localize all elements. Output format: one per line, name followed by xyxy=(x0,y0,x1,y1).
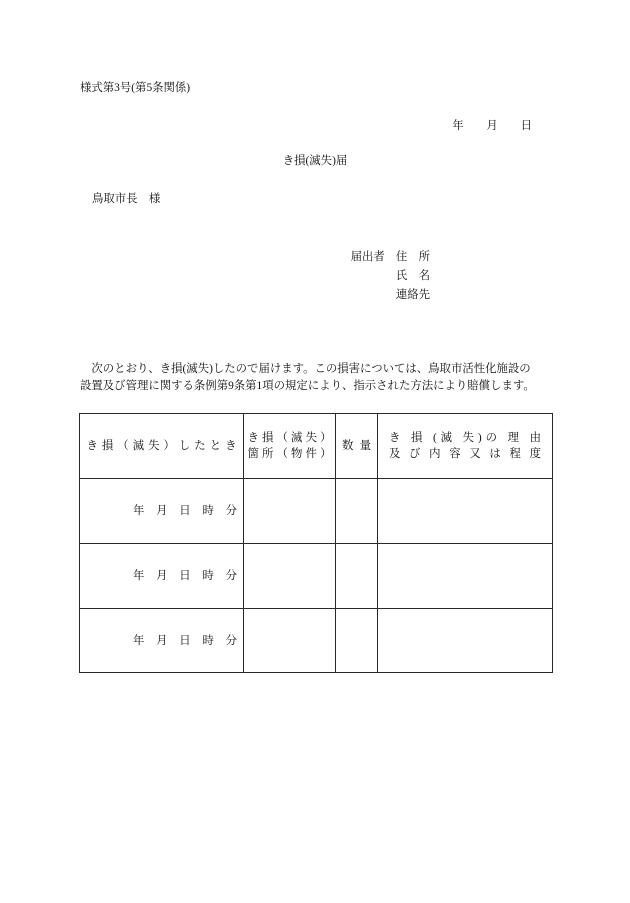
cell-datetime xyxy=(80,544,244,609)
header-reason xyxy=(378,414,553,479)
cell-quantity xyxy=(336,544,378,609)
applicant-block xyxy=(351,248,430,305)
datetime-text: 年 月 日 時 分 xyxy=(133,634,237,647)
date-line: 年 月 日 xyxy=(452,120,532,132)
cell-quantity xyxy=(336,609,378,673)
cell-reason xyxy=(378,609,553,673)
cell-location xyxy=(244,609,336,673)
header-text: き 損 （ 滅 失 ） し た と き xyxy=(86,440,237,452)
table-header-row xyxy=(80,414,553,479)
header-location xyxy=(244,414,336,479)
cell-datetime xyxy=(80,479,244,544)
cell-location xyxy=(244,479,336,544)
header-text: き 損 (滅 失)の 理 由 xyxy=(389,432,541,444)
damage-report-table xyxy=(79,413,553,673)
header-quantity xyxy=(336,414,378,479)
header-text: き 損 （ 滅 失 ） xyxy=(247,432,332,444)
table-row xyxy=(80,609,553,673)
body-line: 次のとおり、き損(滅失)したので届けます。この損害については、鳥取市活性化施設の xyxy=(91,363,531,375)
body-line: 設置及び管理に関する条例第9条第1項の規定により、指示された方法により賠償します。 xyxy=(80,380,535,392)
document-title: き損(滅失)届 xyxy=(282,155,348,167)
applicant-address-row xyxy=(351,248,430,267)
cell-quantity xyxy=(336,479,378,544)
body-paragraph xyxy=(80,361,550,395)
name-label: 氏 名 xyxy=(395,270,430,282)
table-row xyxy=(80,479,553,544)
header-text: 箇 所 （ 物 件 ） xyxy=(247,448,332,460)
address-label: 住 所 xyxy=(395,251,430,263)
header-datetime xyxy=(80,414,244,479)
cell-reason xyxy=(378,544,553,609)
cell-location xyxy=(244,544,336,609)
header-text: 数 量 xyxy=(342,440,371,452)
header-text: 及 び 内 容 又 は 程 度 xyxy=(389,448,541,460)
form-number: 様式第3号(第5条関係) xyxy=(80,82,191,94)
contact-label: 連絡先 xyxy=(395,289,430,301)
datetime-text: 年 月 日 時 分 xyxy=(133,505,237,517)
applicant-label: 届出者 xyxy=(350,251,385,263)
cell-datetime xyxy=(80,609,244,673)
datetime-text: 年 月 日 時 分 xyxy=(133,570,237,582)
table-row xyxy=(80,544,553,609)
cell-reason xyxy=(378,479,553,544)
addressee: 鳥取市長 様 xyxy=(92,193,161,205)
